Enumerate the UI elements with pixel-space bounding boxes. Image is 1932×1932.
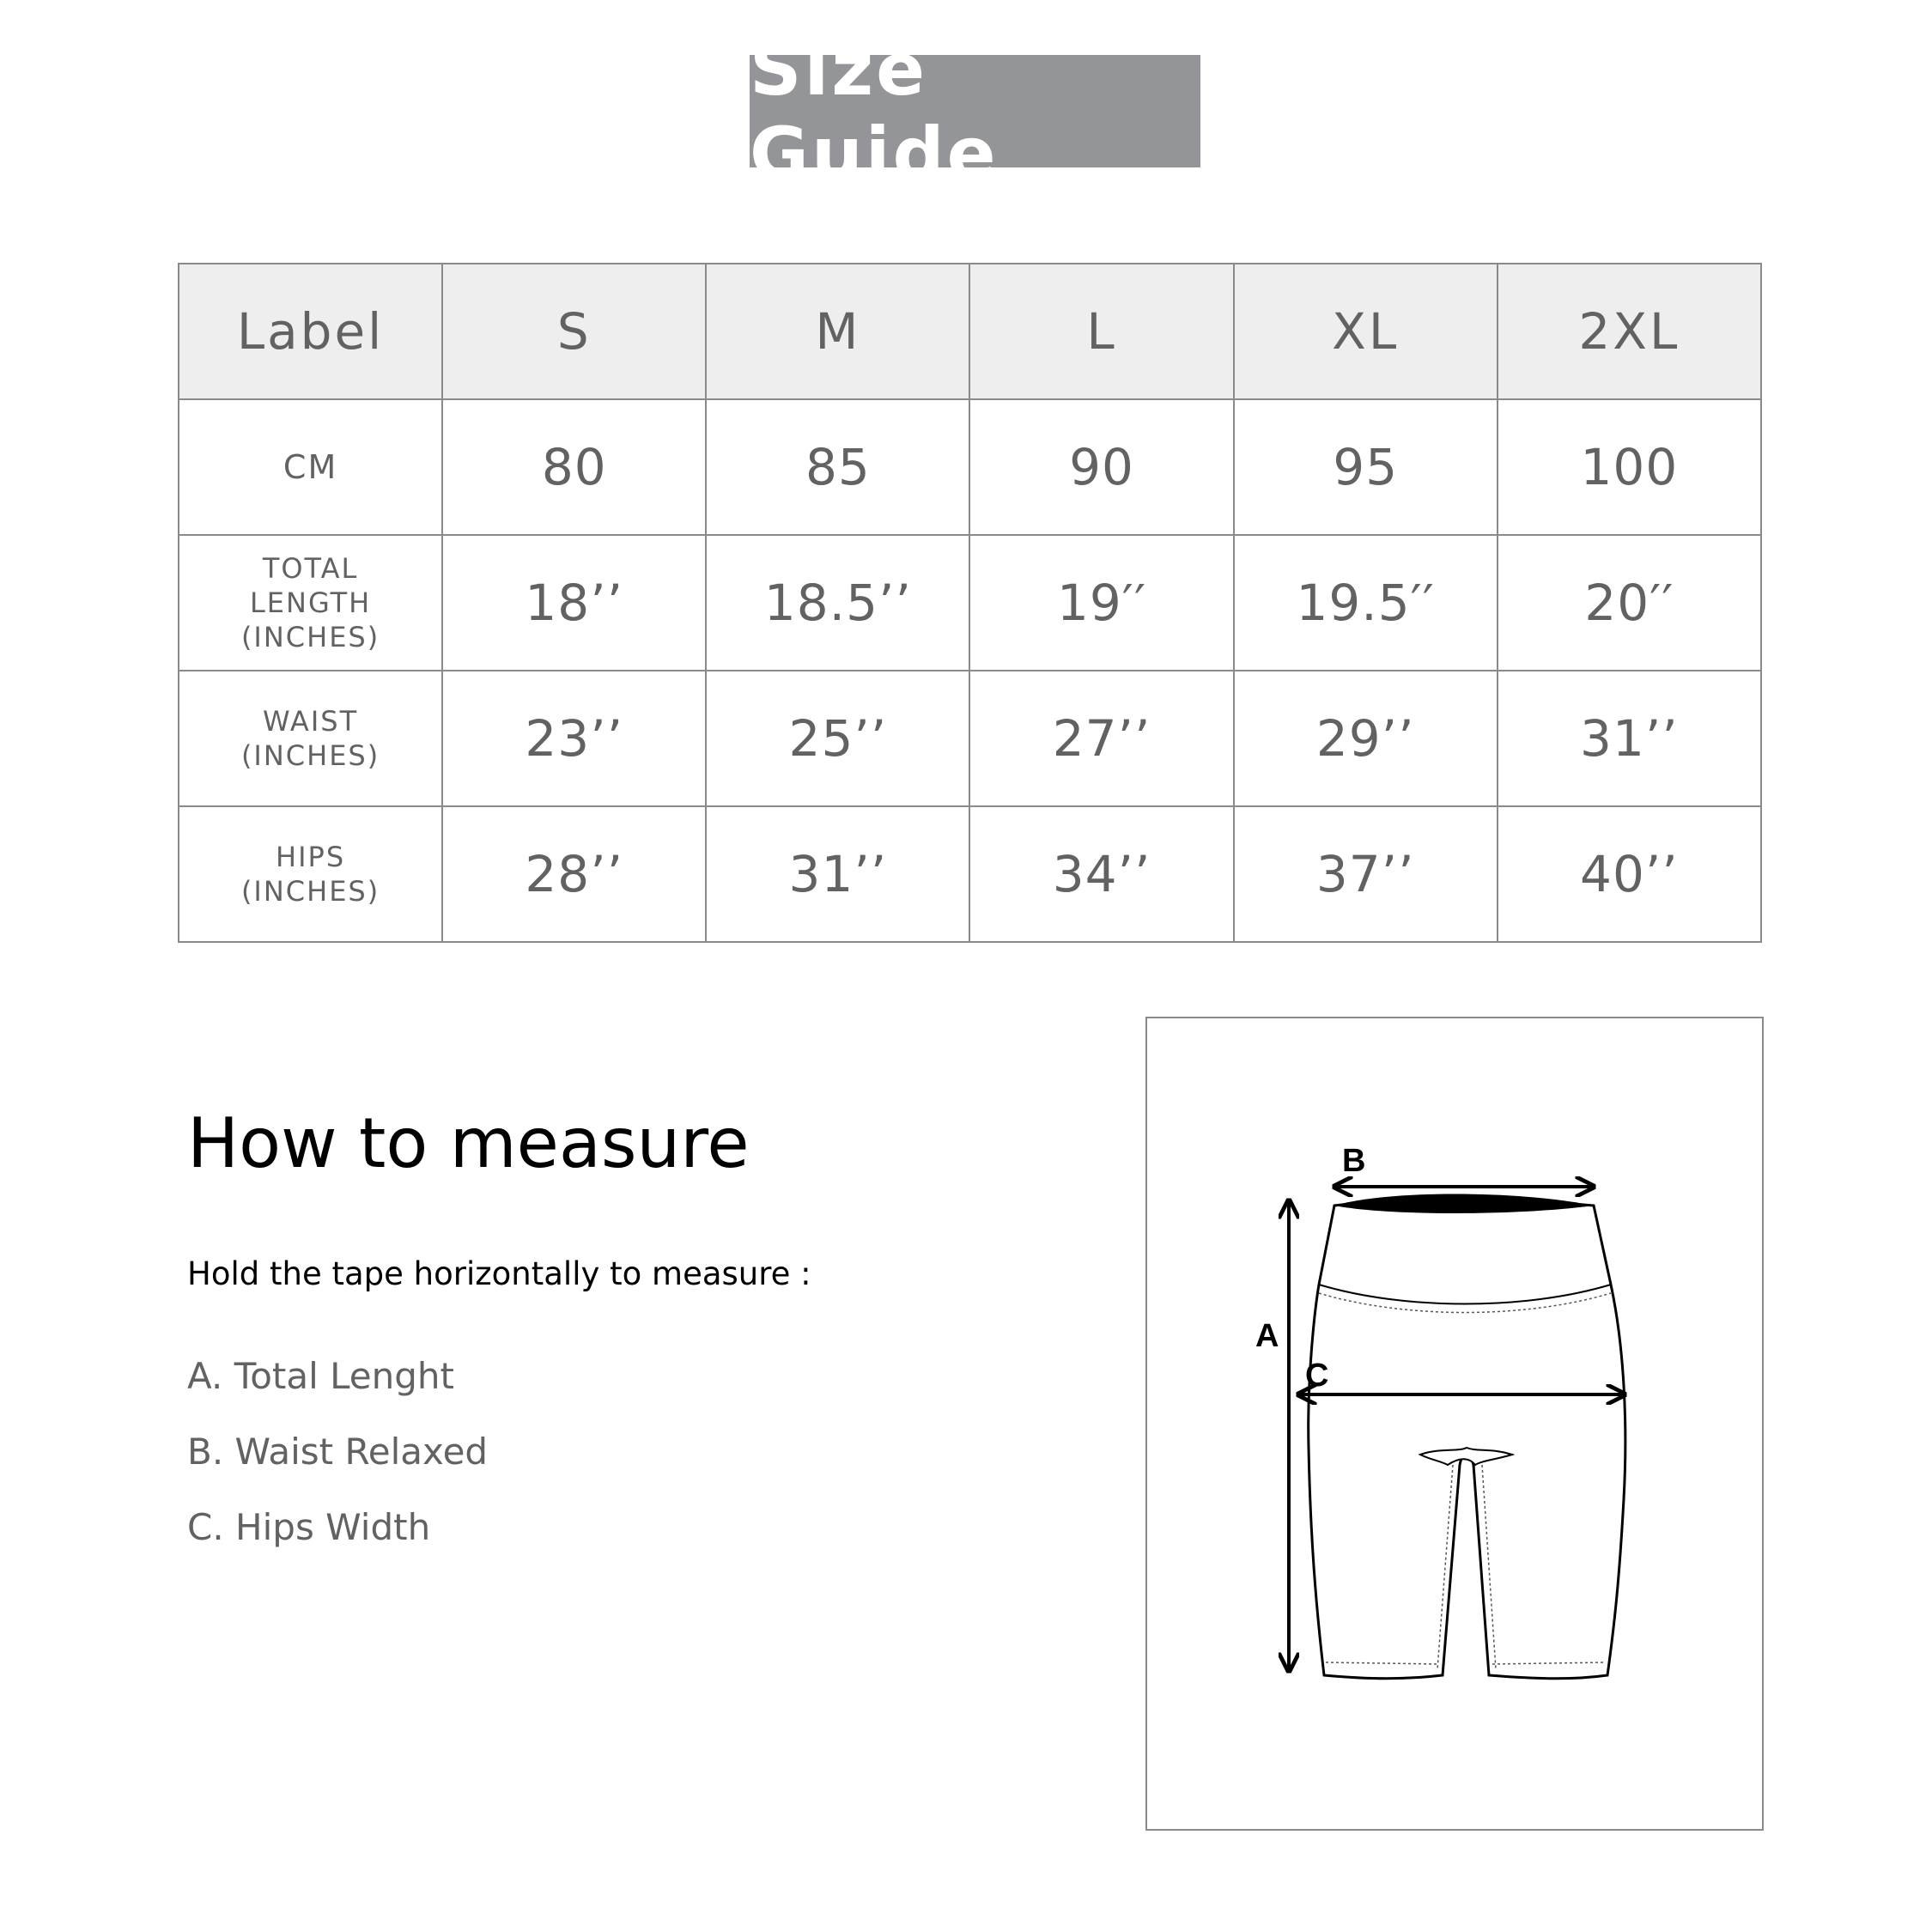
- table-row: [179, 535, 1761, 671]
- row-label: [179, 535, 442, 671]
- table-cell: 20′′: [1498, 535, 1761, 671]
- how-to-measure-subtitle: Hold the tape horizontally to measure :: [187, 1255, 811, 1292]
- table-cell: 18’’: [442, 535, 706, 671]
- table-row: [179, 806, 1761, 942]
- table-cell: 85: [706, 399, 969, 535]
- row-label-line: LENGTH: [249, 586, 372, 619]
- table-row: [179, 671, 1761, 806]
- table-cell: 40’’: [1498, 806, 1761, 942]
- column-header: M: [706, 264, 969, 399]
- row-label-line: CM: [283, 448, 338, 486]
- table-cell: 37’’: [1234, 806, 1498, 942]
- how-to-measure-title: How to measure: [187, 1103, 750, 1183]
- table-cell: 25’’: [706, 671, 969, 806]
- table-row: [179, 399, 1761, 535]
- measurement-step: B. Waist Relaxed: [187, 1431, 489, 1473]
- size-chart-table: [178, 263, 1762, 943]
- row-label: [179, 806, 442, 942]
- row-label: [179, 399, 442, 535]
- table-cell: 28’’: [442, 806, 706, 942]
- table-cell: 34’’: [969, 806, 1233, 942]
- table-cell: 29’’: [1234, 671, 1498, 806]
- label-b: B: [1342, 1143, 1366, 1179]
- shorts-outline: [1309, 1200, 1625, 1679]
- column-header: XL: [1234, 264, 1498, 399]
- column-header: 2XL: [1498, 264, 1761, 399]
- row-label: [179, 671, 442, 806]
- column-header: Label: [179, 264, 442, 399]
- table-cell: 18.5’’: [706, 535, 969, 671]
- shorts-diagram-svg: [1147, 1018, 1765, 1832]
- label-c: C: [1305, 1358, 1329, 1394]
- table-cell: 27’’: [969, 671, 1233, 806]
- page-title-banner: [750, 27, 1200, 196]
- page-title: Size Guide: [750, 27, 999, 196]
- column-header: S: [442, 264, 706, 399]
- measurement-diagram: [1145, 1017, 1764, 1831]
- row-label-line: (INCHES): [240, 875, 380, 908]
- table-header-row: [179, 264, 1761, 399]
- table-cell: 80: [442, 399, 706, 535]
- table-cell: 95: [1234, 399, 1498, 535]
- row-label-line: WAIST: [263, 705, 359, 738]
- label-a: A: [1255, 1318, 1279, 1354]
- row-label-line: TOTAL: [262, 552, 359, 585]
- table-cell: 23’’: [442, 671, 706, 806]
- row-label-line: HIPS: [276, 841, 346, 873]
- table-cell: 19′′: [969, 535, 1233, 671]
- table-cell: 31’’: [706, 806, 969, 942]
- table-cell: 19.5′′: [1234, 535, 1498, 671]
- measurement-steps-list: [187, 1352, 488, 1579]
- table-cell: 90: [969, 399, 1233, 535]
- row-label-line: (INCHES): [240, 739, 380, 772]
- measurement-step: A. Total Lenght: [187, 1355, 455, 1397]
- measurement-step: C. Hips Width: [187, 1506, 431, 1548]
- row-label-line: (INCHES): [240, 621, 380, 653]
- table-cell: 100: [1498, 399, 1761, 535]
- table-cell: 31’’: [1498, 671, 1761, 806]
- column-header: L: [969, 264, 1233, 399]
